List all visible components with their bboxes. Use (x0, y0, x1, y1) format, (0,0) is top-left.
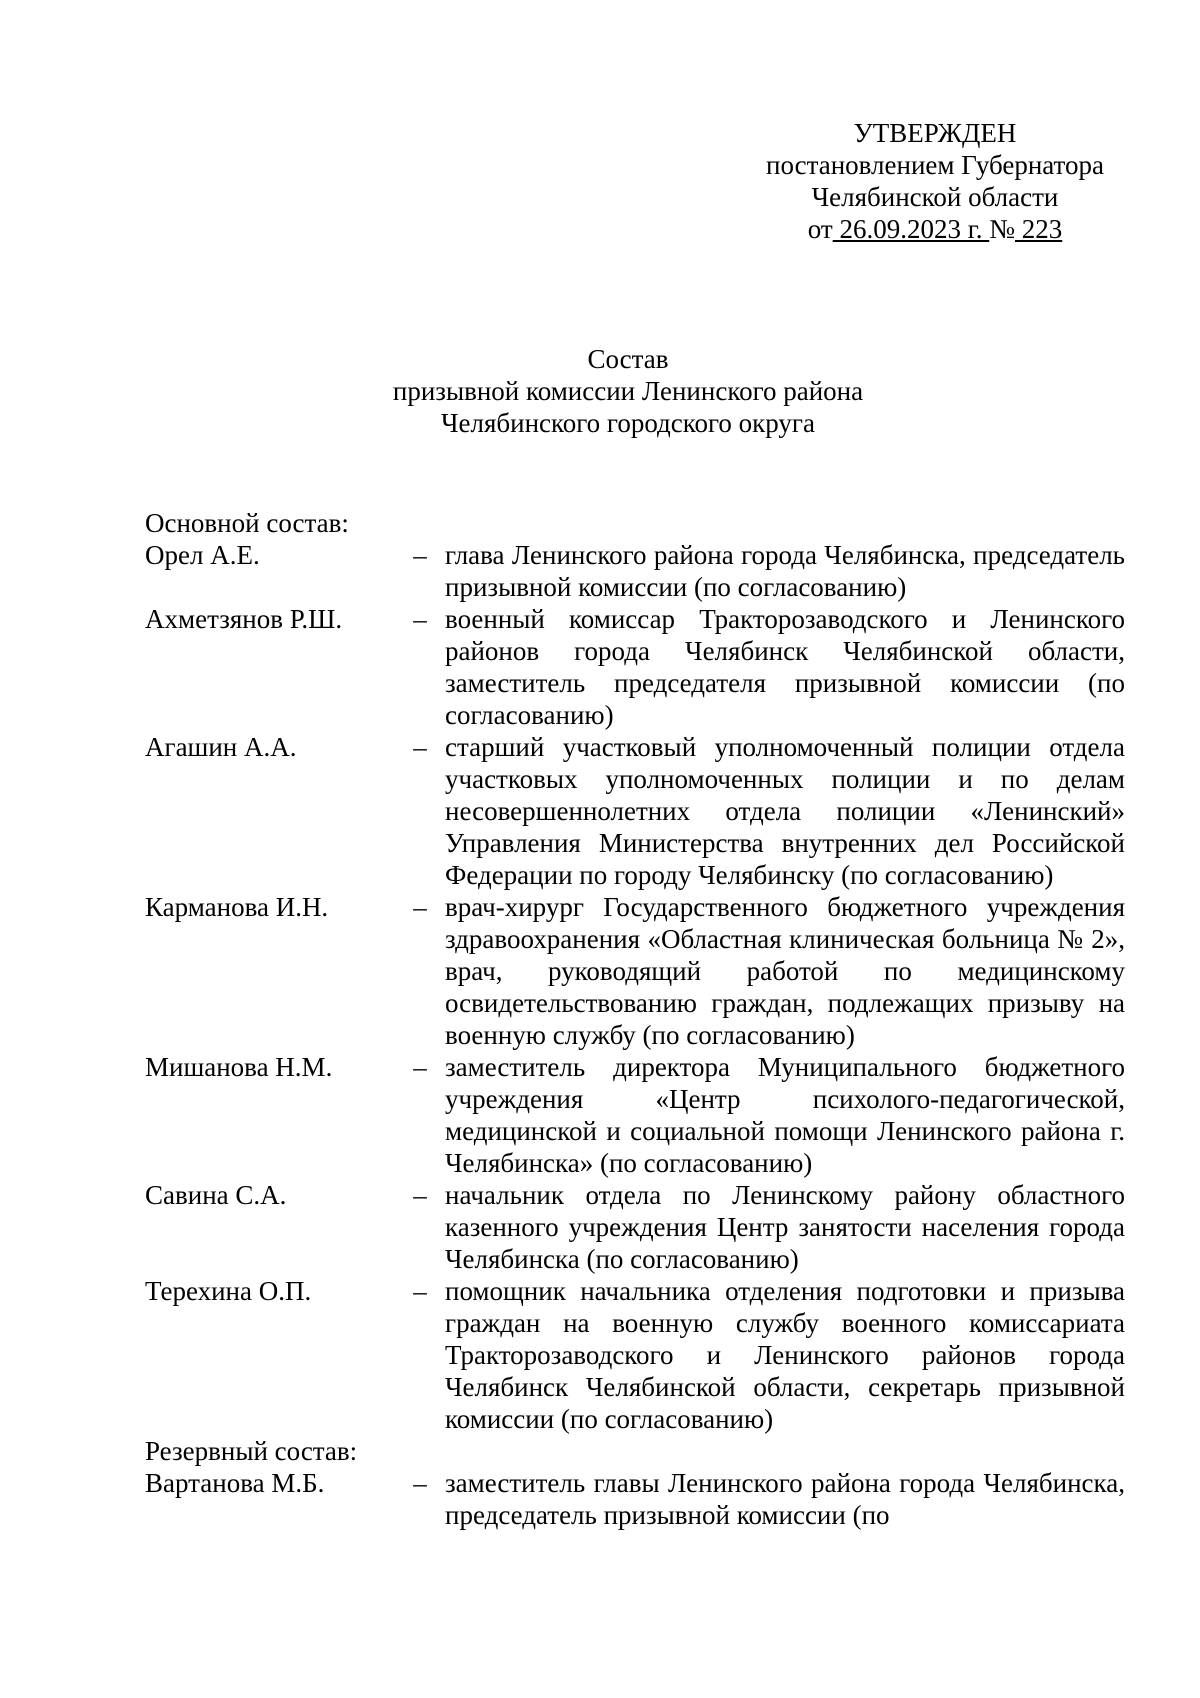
member-role: заместитель директора Муниципального бюджетного учреждения «Центр психолого-педагогической, медицинской и социальной помощи Ленинского района г. Челябинска» (по согласованию) (445, 1052, 1125, 1178)
member-row (145, 891, 1125, 1051)
title-line-3: Челябинского городского округа (440, 408, 815, 438)
member-dash: – (413, 604, 427, 634)
member-name: Орел А.Е. (145, 540, 260, 570)
member-row (145, 603, 1125, 731)
member-row (145, 1467, 1125, 1531)
member-row (145, 1051, 1125, 1179)
member-dash: – (413, 1276, 427, 1306)
document-title (145, 343, 1111, 439)
reserve-members-list (145, 1467, 1125, 1531)
member-role: заместитель главы Ленинского района города Челябинска, председатель призывной комиссии (по (445, 1468, 1125, 1530)
approval-date-line (745, 213, 1125, 245)
member-role: военный комиссар Тракторозаводского и Ленинского районов города Челябинск Челябинской области, заместитель председателя призывной комиссии (по согласованию) (445, 604, 1125, 730)
member-role: глава Ленинского района города Челябинска, председатель призывной комиссии (по согласованию) (445, 540, 1125, 602)
member-dash: – (413, 1052, 427, 1082)
member-name: Карманова И.Н. (145, 892, 329, 922)
approval-date: 26.09.2023 г. (832, 214, 990, 244)
member-role: старший участковый уполномоченный полиции отдела участковых уполномоченных полиции и по делам несовершеннолетних отдела полиции «Ленинский» Управления Министерства внутренних дел Российской Федерации по городу Челябинску (по согласованию) (445, 732, 1125, 890)
member-row (145, 539, 1125, 603)
member-dash: – (413, 540, 427, 570)
title-line-1: Состав (587, 344, 669, 374)
member-name: Вартанова М.Б. (145, 1468, 325, 1498)
member-dash: – (413, 1468, 427, 1498)
member-dash: – (413, 732, 427, 762)
member-role: начальник отдела по Ленинскому району областного казенного учреждения Центр занятости населения города Челябинска (по согласованию) (445, 1180, 1125, 1274)
approval-decree: постановлением Губернатора (766, 150, 1104, 180)
member-dash: – (413, 892, 427, 922)
member-role: помощник начальника отделения подготовки и призыва граждан на военную службу военного комиссариата Тракторозаводского и Ленинского районов города Челябинск Челябинской области, секретарь призывной комиссии (по согласованию) (445, 1276, 1125, 1434)
main-members-list (145, 539, 1125, 1435)
member-role: врач-хирург Государственного бюджетного учреждения здравоохранения «Областная клиническая больница № 2», врач, руководящий работой по медицинскому освидетельствованию граждан, подлежащих призыву на военную службу (по согласованию) (445, 892, 1125, 1050)
title-line-2: призывной комиссии Ленинского района (392, 376, 864, 406)
main-composition-label: Основной состав: (145, 508, 349, 538)
reserve-composition-label: Резервный состав: (145, 1436, 358, 1466)
member-name: Ахметзянов Р.Ш. (145, 604, 343, 634)
member-row (145, 731, 1125, 891)
approval-from-label: от (807, 214, 833, 244)
approval-number: 223 (1015, 214, 1063, 244)
commission-list (145, 507, 1125, 1531)
member-row (145, 1275, 1125, 1435)
member-row (145, 1179, 1125, 1275)
member-name: Агашин А.А. (145, 732, 297, 762)
member-name: Мишанова Н.М. (145, 1052, 333, 1082)
member-name: Терехина О.П. (145, 1276, 312, 1306)
member-dash: – (413, 1180, 427, 1210)
approval-region: Челябинской области (811, 182, 1059, 212)
approval-block (745, 117, 1125, 245)
approval-heading: УТВЕРЖДЕН (853, 118, 1017, 148)
member-name: Савина С.А. (145, 1180, 287, 1210)
approval-number-label: № (989, 214, 1015, 244)
